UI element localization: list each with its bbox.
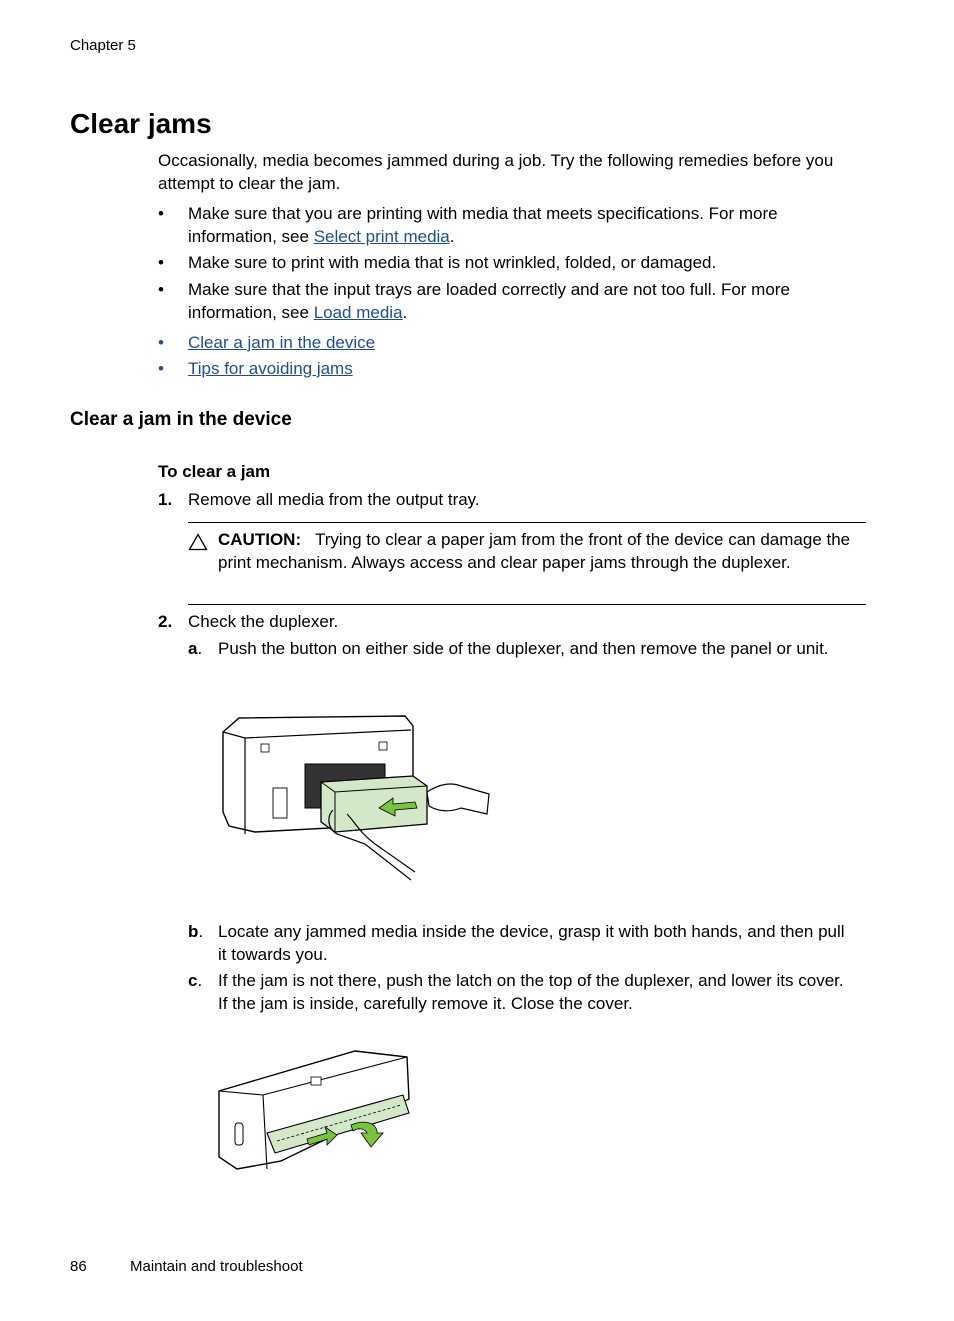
substep-letter: b — [188, 922, 199, 941]
intro-paragraph: Occasionally, media becomes jammed during a job. Try the following remedies before you attempt to clear the jam. — [158, 151, 834, 193]
bullet-text: Make sure to print with media that is not wrinkled, folded, or damaged. — [188, 253, 717, 272]
substep-text: Push the button on either side of the duplexer, and then remove the panel or unit. — [218, 639, 829, 658]
substep-text: Locate any jammed media inside the device, grasp it with both hands, and then pull it towards you. — [218, 922, 845, 964]
bullet-marker: • — [158, 280, 164, 299]
page-title: Clear jams — [70, 108, 212, 139]
substep-text: If the jam is not there, push the latch on the top of the duplexer, and lower its cover. If the jam is inside, carefully remove it. Close the cover. — [218, 971, 844, 1013]
select-print-media-link[interactable]: Select print media — [313, 227, 450, 246]
toc-item — [158, 357, 858, 380]
toc-item — [158, 331, 858, 354]
footer-section-title: Maintain and troubleshoot — [130, 1258, 303, 1275]
caution-text-block — [218, 528, 863, 574]
substep-item: b. Locate any jammed media inside the device, grasp it with both hands, and then pull it towards you. — [188, 920, 848, 966]
clear-jam-in-device-link[interactable]: Clear a jam in the device — [188, 333, 376, 352]
bullet-marker: • — [158, 253, 164, 272]
substep-letter: a — [188, 639, 198, 658]
page-number: 86 — [70, 1258, 87, 1275]
bullet-text: Make sure that you are printing with media that meets specifications. For more information, see Select print media. — [188, 204, 778, 246]
bullet-item — [158, 202, 858, 248]
substep-item: a. Push the button on either side of the duplexer, and then remove the panel or unit. — [188, 639, 829, 658]
bullet-marker: • — [158, 204, 164, 223]
running-header: Chapter 5 — [70, 37, 136, 54]
load-media-link[interactable]: Load media — [313, 303, 403, 322]
bullet-text: Make sure that the input trays are loaded correctly and are not too full. For more information, see Load media. — [188, 280, 790, 322]
step-item — [158, 610, 858, 633]
bullet-marker: • — [158, 359, 164, 378]
duplexer-removal-illustration — [215, 712, 495, 884]
step-number: 2. — [158, 612, 173, 631]
step-text: Check the duplexer. — [188, 612, 339, 631]
caution-label: CAUTION: — [218, 530, 302, 549]
substep-item: c. If the jam is not there, push the latch on the top of the duplexer, and lower its cover. If the jam is inside, carefully remove it. Close the cover. — [188, 969, 848, 1015]
caution-box — [188, 522, 866, 605]
substep-letter: c — [188, 971, 198, 990]
section-heading: Clear a jam in the device — [70, 409, 292, 430]
step-number: 1. — [158, 490, 173, 509]
tips-avoiding-jams-link[interactable]: Tips for avoiding jams — [188, 359, 353, 378]
caution-triangle-icon — [188, 533, 208, 551]
bullet-item — [158, 251, 858, 274]
duplexer-cover-illustration — [215, 1045, 415, 1175]
caution-message: Trying to clear a paper jam from the front of the device can damage the print mechanism. Always access and clear paper jams through the duplexer. — [218, 530, 851, 572]
procedure-title: To clear a jam — [158, 462, 271, 481]
step-text: Remove all media from the output tray. — [188, 490, 480, 509]
bullet-marker: • — [158, 333, 164, 352]
step-item — [158, 488, 858, 511]
bullet-item — [158, 278, 858, 324]
